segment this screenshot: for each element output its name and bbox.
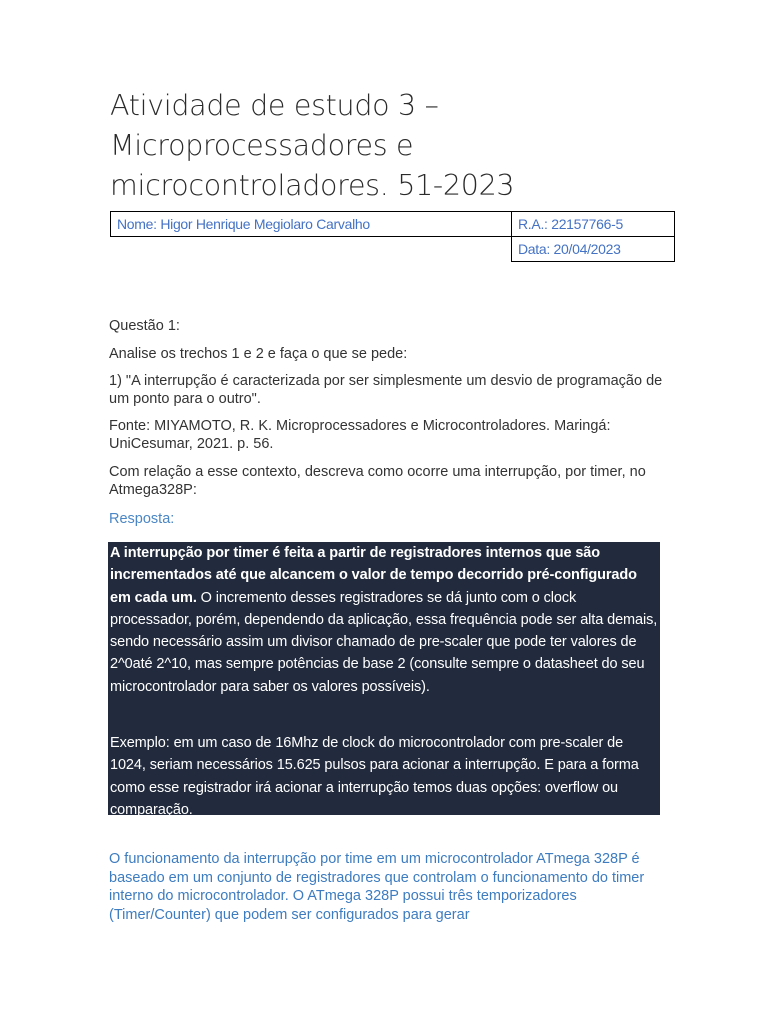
question-heading: Questão 1: bbox=[109, 318, 180, 334]
answer-para1-rest: O incremento desses registradores se dá junto com o clock processador, porém, dependendo da aplicação, essa frequência pode ser alta demais, sendo necessário assim um divisor chamado de pre-scaler que pode ter valores de 2^0até 2^10, mas sempre potências de base 2 (consulte sempre o datasheet do seu microcontrolador para saber os valores possíveis). bbox=[110, 589, 658, 695]
student-ra-cell: R.A.: 22157766-5 bbox=[512, 212, 675, 237]
document-title bbox=[110, 86, 670, 206]
answer-box bbox=[108, 542, 660, 818]
answer-bold-intro: A interrupção por timer é feita a partir de registradores internos que são incrementados até que alcancem o valor de tempo decorrido pré-configurado em cada um. bbox=[110, 545, 637, 606]
question-quote: 1) "A interrupção é caracterizada por ser simplesmente um desvio de programação de um ponto para o outro". bbox=[109, 373, 663, 407]
question-instruction: Analise os trechos 1 e 2 e faça o que se pede: bbox=[109, 346, 408, 362]
date-cell: Data: 20/04/2023 bbox=[512, 237, 675, 262]
answer-label: Resposta: bbox=[109, 511, 175, 527]
title-line-3: microcontroladores. 51-2023 bbox=[110, 169, 515, 202]
student-info-table bbox=[110, 211, 675, 262]
answer-paragraph-2: Exemplo: em um caso de 16Mhz de clock do microcontrolador com pre-scaler de 1024, seriam necessários 15.625 pulsos para acionar a interrupção. E para a forma como esse registrador irá acionar a interrupção temos duas opções: overflow ou comparação. bbox=[110, 735, 639, 818]
title-line-2: Microprocessadores e bbox=[110, 129, 414, 162]
continuation-text: O funcionamento da interrupção por time em um microcontrolador ATmega 328P é baseado em um conjunto de registradores que controlam o funcionamento do timer interno do microcontrolador. O ATmega 328P possui três temporizadores (Timer/Counter) que podem ser configurados para gerar bbox=[109, 851, 645, 923]
title-line-1: Atividade de estudo 3 – bbox=[110, 89, 439, 122]
student-name-cell: Nome: Higor Henrique Megiolaro Carvalho bbox=[111, 212, 512, 237]
question-prompt: Com relação a esse contexto, descreva como ocorre uma interrupção, por timer, no Atmega328P: bbox=[109, 464, 646, 498]
answer-paragraph-1 bbox=[110, 542, 660, 698]
question-source: Fonte: MIYAMOTO, R. K. Microprocessadores e Microcontroladores. Maringá: UniCesumar, 2021. p. 56. bbox=[109, 418, 611, 452]
